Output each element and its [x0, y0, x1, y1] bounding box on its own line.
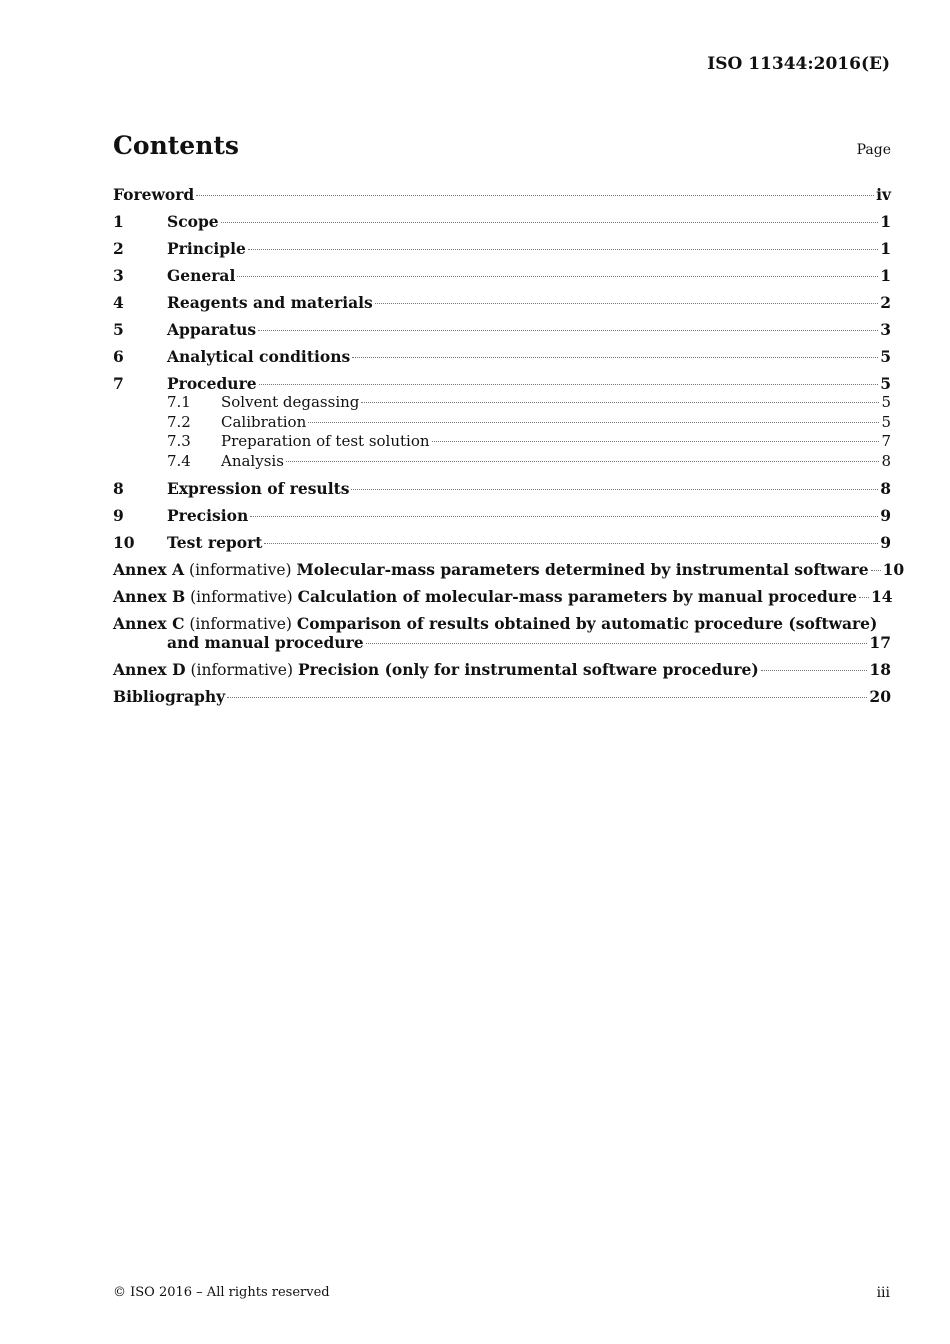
toc-label: Foreword	[113, 185, 195, 204]
toc-subnumber: 7.1	[167, 393, 191, 411]
toc-page: 9	[880, 533, 891, 552]
toc-entry-apparatus[interactable]	[113, 320, 891, 339]
dot-leader	[432, 441, 880, 442]
annex-title-continued: and manual procedure	[167, 633, 364, 652]
toc-subentry-calibration[interactable]	[167, 413, 891, 433]
annex-prefix: Annex D	[113, 660, 186, 679]
toc-page: 10	[882, 560, 905, 579]
toc-subentry-preparation[interactable]	[167, 432, 891, 452]
dot-leader	[859, 597, 869, 598]
toc-page: 17	[869, 633, 891, 652]
toc-subentry-analysis[interactable]	[167, 452, 891, 472]
annex-note: (informative)	[189, 615, 292, 633]
toc-subentry-solvent-degassing[interactable]	[167, 393, 891, 413]
dot-leader	[871, 570, 881, 571]
dot-leader	[221, 222, 879, 223]
toc-page: 9	[880, 506, 891, 525]
annex-note: (informative)	[189, 561, 292, 579]
toc-number: 8	[113, 479, 124, 498]
toc-number: 9	[113, 506, 124, 525]
dot-leader	[259, 384, 879, 385]
annex-prefix: Annex C	[113, 614, 185, 633]
toc-number: 2	[113, 239, 124, 258]
dot-leader	[250, 516, 878, 517]
annex-prefix: Annex B	[113, 587, 186, 606]
toc-page: 5	[880, 347, 891, 366]
annex-title: Calculation of molecular-mass parameters by manual procedure	[297, 587, 857, 606]
dot-leader	[248, 249, 878, 250]
toc-number: 10	[113, 533, 135, 552]
toc-page: 20	[869, 687, 891, 706]
toc-label: Expression of results	[167, 479, 350, 498]
toc-entry-analytical-conditions[interactable]	[113, 347, 891, 366]
dot-leader	[264, 543, 878, 544]
toc-label: Precision	[167, 506, 249, 525]
toc-subpage: 8	[881, 451, 891, 470]
dot-leader	[351, 489, 878, 490]
toc-entry-test-report[interactable]	[113, 533, 891, 552]
toc-page: iv	[876, 185, 891, 204]
toc-page: 8	[880, 479, 891, 498]
toc-entry-precision[interactable]	[113, 506, 891, 525]
dot-leader	[227, 697, 867, 698]
toc-sublabel: Preparation of test solution	[221, 432, 430, 450]
toc-sublabel: Solvent degassing	[221, 393, 360, 411]
toc-page: 18	[869, 660, 891, 679]
toc-page: 2	[880, 293, 891, 312]
annex-note: (informative)	[190, 661, 294, 679]
dot-leader	[366, 643, 868, 644]
annex-title: Comparison of results obtained by automatic procedure (software)	[296, 614, 878, 633]
dot-leader	[308, 422, 879, 423]
dot-leader	[352, 357, 878, 358]
toc-entry-annex-c[interactable]	[113, 614, 891, 652]
toc-entry-procedure[interactable]	[113, 374, 891, 393]
toc-label: Principle	[167, 239, 246, 258]
toc-subnumber: 7.3	[167, 432, 191, 450]
toc-entry-scope[interactable]	[113, 212, 891, 231]
toc-label: General	[167, 266, 236, 285]
dot-leader	[237, 276, 878, 277]
toc-entry-bibliography[interactable]	[113, 687, 891, 706]
toc-sublabel: Calibration	[221, 412, 307, 431]
toc-label: Bibliography	[113, 687, 226, 706]
toc-page: 1	[880, 239, 891, 258]
toc-entry-foreword[interactable]	[113, 185, 891, 204]
toc-label: Test report	[167, 533, 263, 552]
dot-leader	[375, 303, 878, 304]
toc-number: 4	[113, 293, 124, 312]
toc-subpage: 7	[881, 432, 891, 450]
toc-entry-general[interactable]	[113, 266, 891, 285]
toc-label: Analytical conditions	[167, 347, 351, 366]
toc-subpage: 5	[881, 393, 891, 411]
toc-label: Procedure	[167, 374, 257, 393]
toc-number: 6	[113, 347, 124, 366]
annex-note: (informative)	[190, 588, 293, 606]
toc-entry-annex-b[interactable]	[113, 587, 891, 606]
toc-label: Scope	[167, 212, 219, 231]
annex-title: Molecular-mass parameters determined by instrumental software	[296, 560, 869, 579]
toc-number: 1	[113, 212, 124, 231]
footer-page-number: iii	[876, 1285, 890, 1301]
table-of-contents	[113, 185, 905, 714]
toc-entry-principle[interactable]	[113, 239, 891, 258]
dot-leader	[286, 461, 880, 462]
toc-sublabel: Analysis	[221, 451, 284, 470]
toc-subpage: 5	[881, 412, 891, 431]
toc-number: 3	[113, 266, 124, 285]
footer-copyright: © ISO 2016 – All rights reserved	[113, 1285, 330, 1300]
document-id: ISO 11344:2016(E)	[707, 54, 890, 74]
toc-label: Apparatus	[167, 320, 257, 339]
toc-page: 3	[880, 320, 891, 339]
toc-subnumber: 7.2	[167, 412, 191, 431]
toc-subclauses	[113, 393, 891, 471]
annex-title: Precision (only for instrumental software procedure)	[297, 660, 759, 679]
toc-page: 14	[871, 587, 893, 606]
toc-page: 5	[880, 374, 891, 393]
toc-subnumber: 7.4	[167, 451, 191, 470]
toc-page: 1	[880, 212, 891, 231]
annex-prefix: Annex A	[113, 560, 185, 579]
toc-number: 5	[113, 320, 124, 339]
toc-number: 7	[113, 374, 124, 393]
toc-label: Reagents and materials	[167, 293, 373, 312]
toc-entry-annex-a[interactable]	[113, 560, 905, 579]
dot-leader	[361, 402, 879, 403]
page-title: Contents	[113, 131, 240, 160]
toc-page: 1	[880, 266, 891, 285]
dot-leader	[761, 670, 868, 671]
page-column-label: Page	[856, 142, 891, 158]
toc-entry-reagents[interactable]	[113, 293, 891, 312]
dot-leader	[196, 195, 874, 196]
toc-entry-expression-of-results[interactable]	[113, 479, 891, 498]
toc-entry-annex-d[interactable]	[113, 660, 891, 679]
dot-leader	[258, 330, 878, 331]
